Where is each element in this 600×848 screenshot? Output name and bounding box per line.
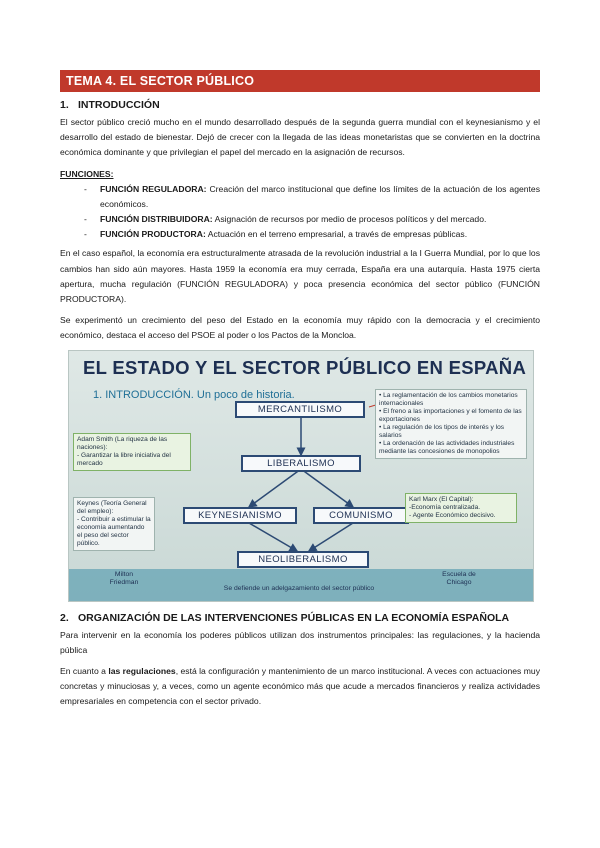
arrow-com-neo — [309, 523, 353, 551]
node-keynesianismo: KEYNESIANISMO — [183, 507, 297, 524]
function-text: Asignación de recursos por medio de procesos políticos y del mercado. — [212, 214, 487, 225]
arrow-lib-keynes — [249, 469, 301, 507]
diagram-footer-caption: Se defiende un adelgazamiento del sector público — [223, 584, 375, 592]
function-term: FUNCIÓN PRODUCTORA: — [100, 229, 206, 240]
diagram-subtitle: 1. INTRODUCCIÓN. Un poco de historia. — [93, 388, 295, 401]
intro-paragraph: El sector público creció mucho en el mundo desarrollado después de la segunda guerra mundial con el keynesianismo y el desarrollo del estado de bienestar. Dejó de crecer con la llegada de las ideas monetaristas que se convierten en la doctrina económica dominante y que privilegian el papel del mercado en la asignación de recursos. — [60, 117, 540, 158]
funciones-list — [60, 182, 540, 243]
node-neoliberalismo: NEOLIBERALISMO — [237, 551, 369, 568]
section-2-title: ORGANIZACIÓN DE LAS INTERVENCIONES PÚBLICAS EN LA ECONOMÍA ESPAÑOLA — [78, 611, 510, 624]
section-2-heading — [60, 612, 540, 624]
diagram-title: EL ESTADO Y EL SECTOR PÚBLICO EN ESPAÑA — [83, 356, 527, 378]
arrow-lib-com — [301, 469, 353, 507]
history-diagram — [68, 350, 534, 602]
spain-paragraph: En el caso español, la economía era estructuralmente atrasada de la revolución industrial a la I Guerra Mundial, por lo que los cambios han sido aún mayores. Hasta 1959 la economía era muy cerrada, España era una autarquía. Hasta 1975 cierta apertura, mucha regulación (FUNCIÓN REGULADORA) y poca presencia económica del sector público (FUNCIÓN PRODUCTORA). — [60, 248, 540, 305]
function-text: Creación del marco institucional que define los límites de la actuación de los agentes económicos. — [100, 183, 540, 209]
marx-note: Karl Marx (El Capital): -Economía centralizada. - Agente Económico decisivo. — [405, 493, 517, 523]
mercantilismo-note: • La reglamentación de los cambios monetarios internacionales • El freno a las importaciones y el fomento de las exportaciones • La regulación de los tipos de interés y los salarios • La ordenación de las actividades industriales mediante las concesiones de monopolios — [375, 389, 527, 459]
list-item — [60, 227, 540, 242]
growth-paragraph: Se experimentó un crecimiento del peso del Estado en la economía muy rápido con la democracia y el crecimiento económico, destaca el acceso del PSOE al poder o los Pactos de la Moncloa. — [60, 315, 540, 341]
list-item — [60, 212, 540, 227]
list-item — [60, 182, 540, 212]
node-liberalismo: LIBERALISMO — [241, 455, 361, 472]
function-term: FUNCIÓN DISTRIBUIDORA: — [100, 214, 213, 225]
node-mercantilismo: MERCANTILISMO — [235, 401, 365, 418]
section-2-number: 2. — [60, 611, 69, 624]
reg-text-a: En cuanto a — [60, 666, 109, 677]
arrow-keynes-neo — [249, 523, 297, 551]
adam-smith-note: Adam Smith (La riqueza de las naciones): - Garantizar la libre iniciativa del mercado — [73, 433, 191, 471]
node-comunismo: COMUNISMO — [313, 507, 409, 524]
chicago-label: Escuela de Chicago — [442, 570, 476, 586]
bullet-dash: - — [84, 229, 87, 240]
topic-banner: TEMA 4. EL SECTOR PÚBLICO — [60, 70, 540, 92]
section-1-number: 1. — [60, 99, 69, 111]
function-text: Actuación en el terreno empresarial, a través de empresas públicas. — [205, 229, 468, 240]
section-1-heading — [60, 99, 540, 111]
friedman-label: Milton Friedman — [109, 570, 139, 586]
reg-term: las regulaciones — [108, 666, 176, 677]
section-1-title: INTRODUCCIÓN — [78, 99, 160, 111]
bullet-dash: - — [84, 214, 87, 225]
funciones-heading: FUNCIONES: — [60, 168, 114, 179]
instruments-paragraph: Para intervenir en la economía los poderes públicos utilizan dos instrumentos principales: las regulaciones, y la hacienda pública — [60, 629, 540, 655]
reg-text-c: , está la configuración y mantenimiento de un marco institucional. A veces con actuaciones muy concretas y minuciosas y, a veces, como un agente económico más que acude a mercados financieros y realiza actividades empresariales en competencia con el sector privado. — [60, 666, 540, 707]
keynes-note: Keynes (Teoría General del empleo): - Contribuir a estimular la economía aumentando el peso del sector público. — [73, 497, 155, 551]
document-page — [60, 70, 540, 716]
bullet-dash: - — [84, 183, 87, 194]
regulaciones-paragraph — [60, 664, 540, 710]
function-term: FUNCIÓN REGULADORA: — [100, 183, 207, 194]
